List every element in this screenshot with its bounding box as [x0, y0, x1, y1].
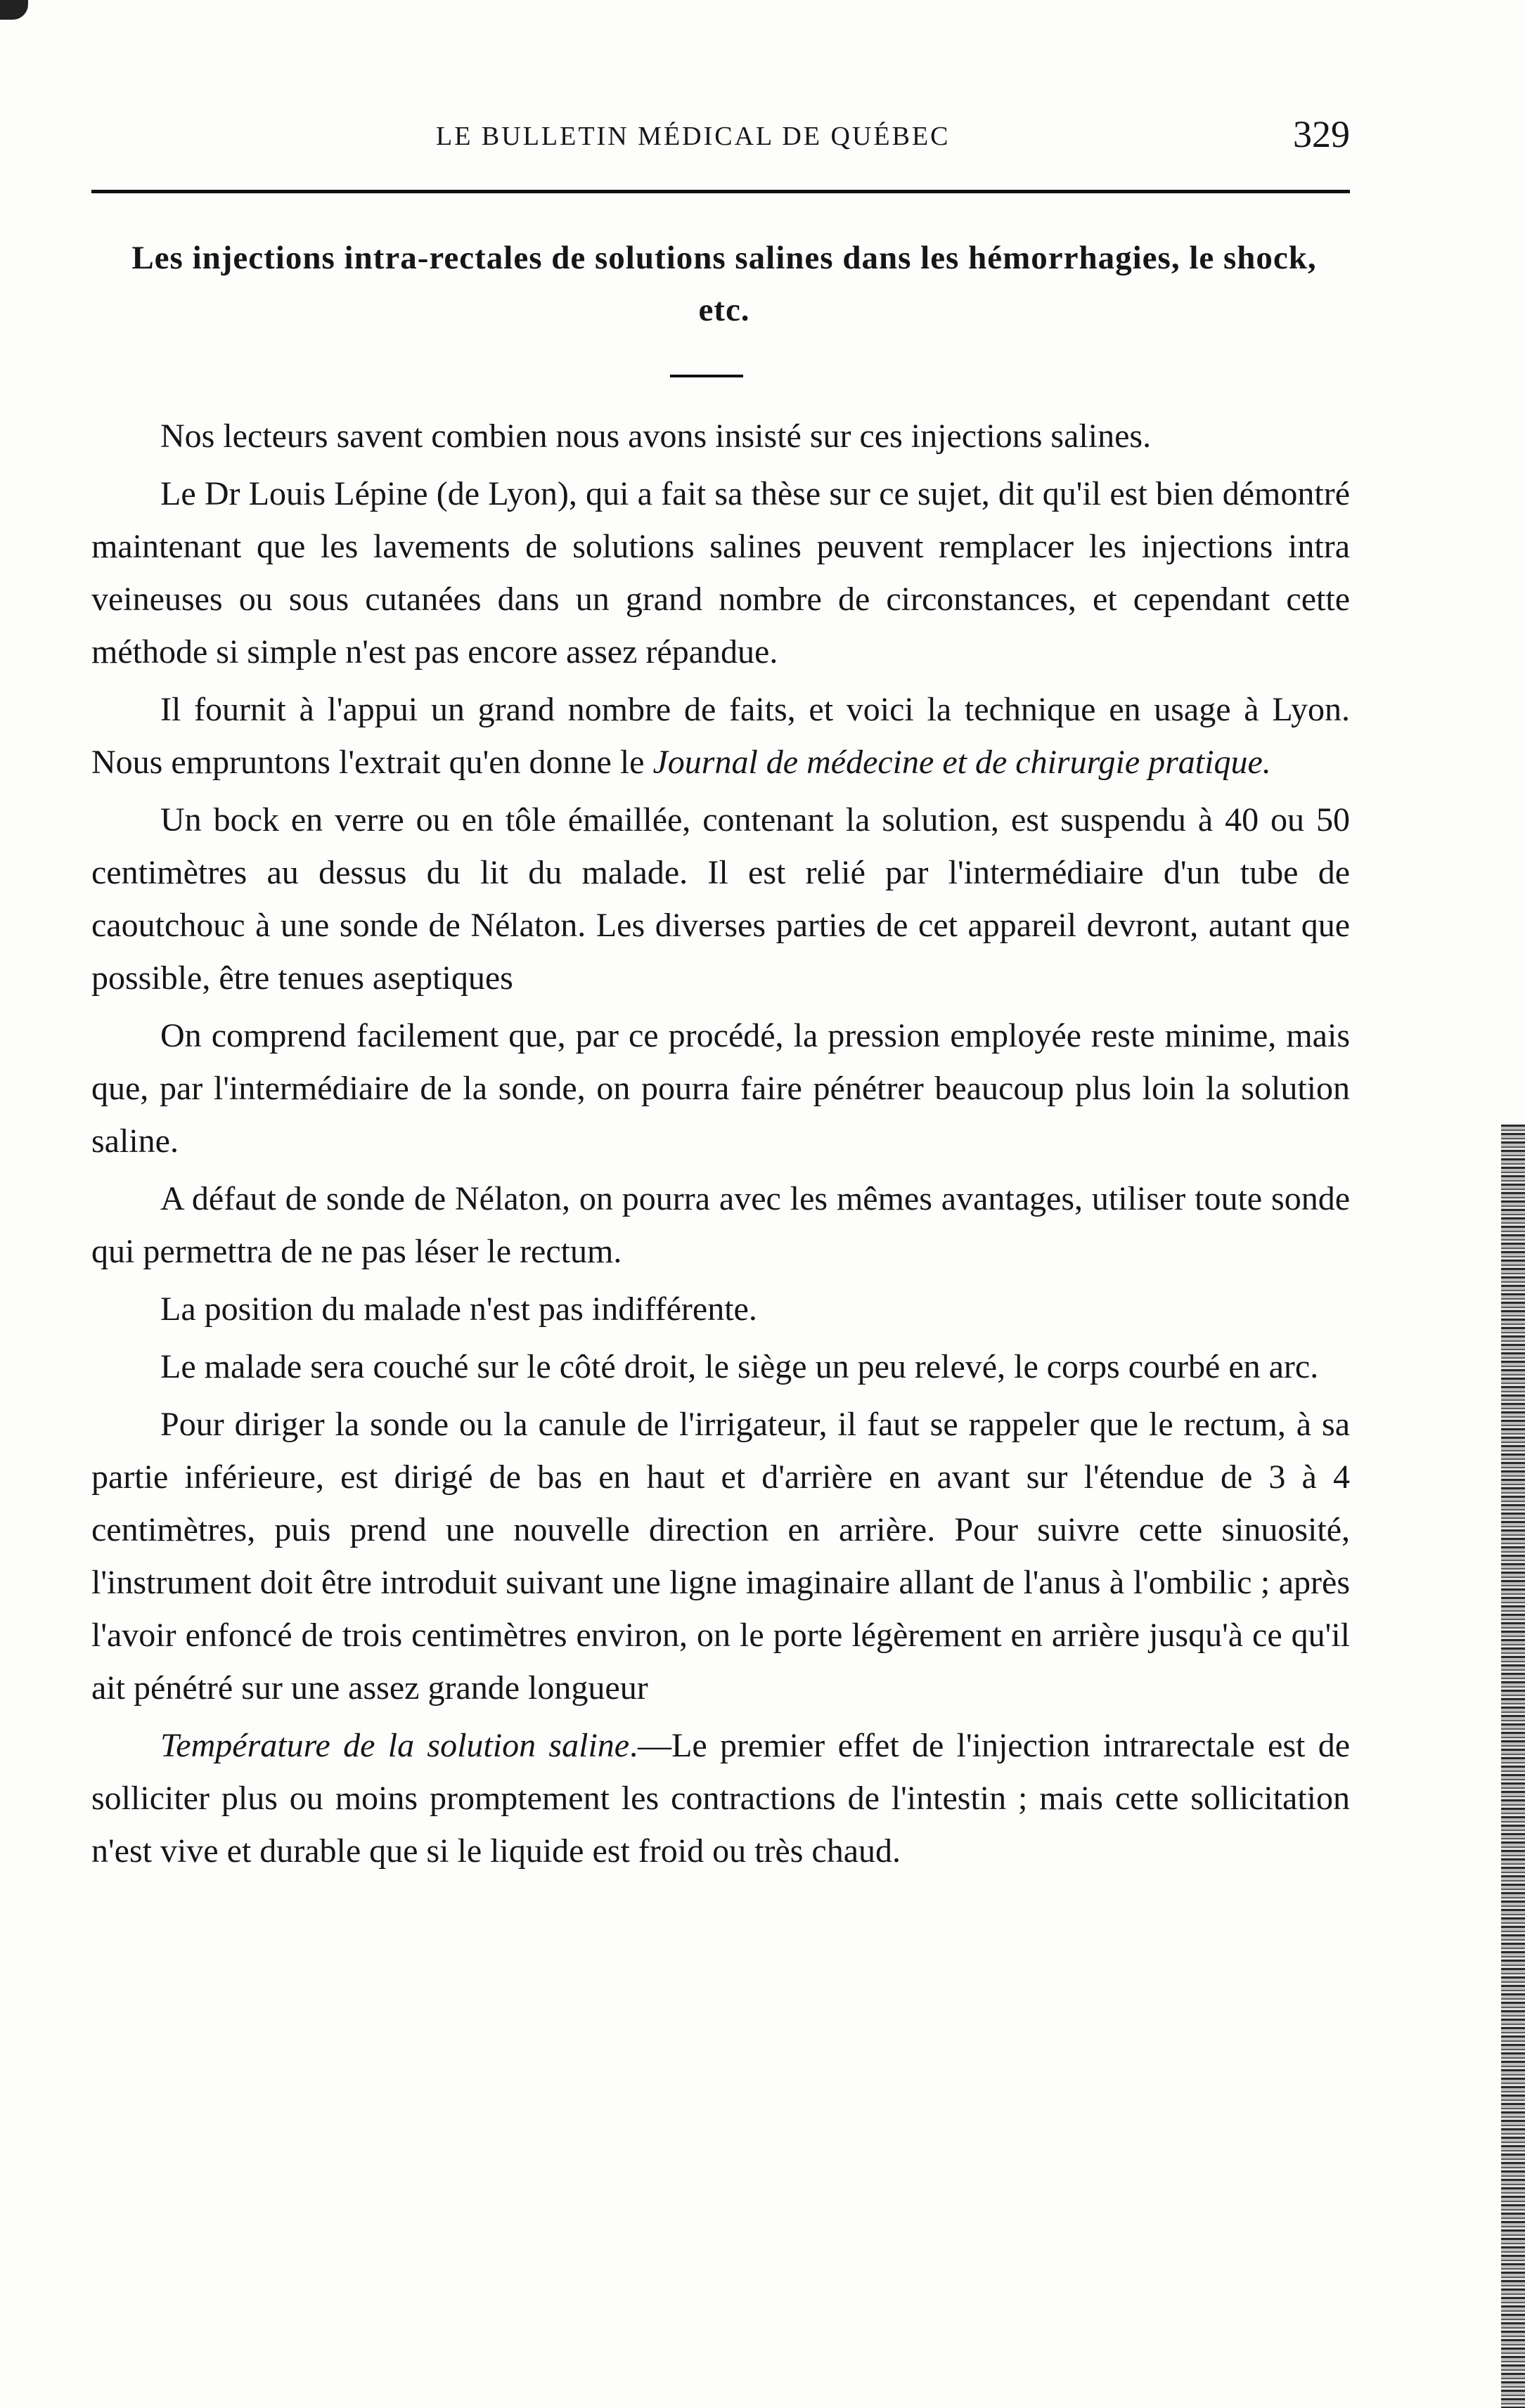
paragraph: Pour diriger la sonde ou la canule de l'irrigateur, il faut se rappeler que le rectum, à sa partie inférieure, est dirigé de bas en haut et d'arrière en avant sur l'étendue de 3 à 4 centimètres, puis prend une nouvelle direction en arrière. Pour suivre cette sinuosité, l'instrument doit être introduit suivant une ligne imaginaire allant de l'anus à l'ombilic ; après l'avoir enfoncé de trois centimètres environ, on le porte légèrement en arrière jusqu'à ce qu'il ait pénétré sur une assez grande longueur — [91, 1406, 1350, 1707]
article-body — [91, 410, 1350, 1882]
paragraph-text: Il fournit à l'appui un grand nombre de faits, et voici la technique en usage à Lyon. Nous empruntons l'extrait qu'en donne le — [91, 691, 1350, 781]
article-title: Les injections intra-rectales de solutions salines dans les hémorrhagies, le shock, etc. — [131, 240, 1317, 328]
running-title: LE BULLETIN MÉDICAL DE QUÉBEC — [436, 122, 951, 151]
running-header — [91, 112, 1350, 155]
section-heading: Température de la solution saline — [160, 1727, 630, 1764]
paragraph: On comprend facilement que, par ce procédé, la pression employée reste minime, mais que, par l'intermédiaire de la sonde, on pourra faire pénétrer beaucoup plus loin la solution saline. — [91, 1017, 1350, 1160]
paragraph: Le malade sera couché sur le côté droit, le siège un peu relevé, le corps courbé en arc. — [160, 1348, 1319, 1385]
paragraph: Le Dr Louis Lépine (de Lyon), qui a fait sa thèse sur ce sujet, dit qu'il est bien démontré maintenant que les lavements de solutions salines peuvent remplacer les injections intra veineuses ou sous cutanées dans un grand nombre de circonstances, et cependant cette méthode si simple n'est pas encore assez répandue. — [91, 475, 1350, 671]
paragraph — [91, 683, 1350, 789]
page-number: 329 — [1293, 113, 1350, 155]
paragraph: A défaut de sonde de Nélaton, on pourra avec les mêmes avantages, utiliser toute sonde qui permettra de ne pas léser le rectum. — [91, 1180, 1350, 1270]
paragraph: Nos lecteurs savent combien nous avons insisté sur ces injections salines. — [160, 417, 1152, 455]
scan-edge-artifact — [1501, 1125, 1525, 2408]
paragraph: La position du malade n'est pas indifférente. — [160, 1290, 757, 1328]
heading-dash: .— — [629, 1727, 672, 1764]
paragraph-text: Le premier effet de l'injection intrarectale est de solliciter plus ou moins promptement les contractions de l'intestin ; mais cette sollicitation n'est vive et durable que si le liquide est froid ou très chaud. — [91, 1727, 1350, 1870]
paragraph — [91, 1719, 1350, 1877]
journal-name: Journal de médecine et de chirurgie pratique. — [652, 744, 1271, 781]
paragraph: Un bock en verre ou en tôle émaillée, contenant la solution, est suspendu à 40 ou 50 centimètres au dessus du lit du malade. Il est relié par l'intermédiaire d'un tube de caoutchouc à une sonde de Nélaton. Les diverses parties de cet appareil devront, autant que possible, être tenues aseptiques — [91, 801, 1350, 997]
scan-corner-mark — [0, 0, 28, 20]
header-rule — [91, 190, 1350, 193]
title-separator-rule — [670, 375, 743, 377]
